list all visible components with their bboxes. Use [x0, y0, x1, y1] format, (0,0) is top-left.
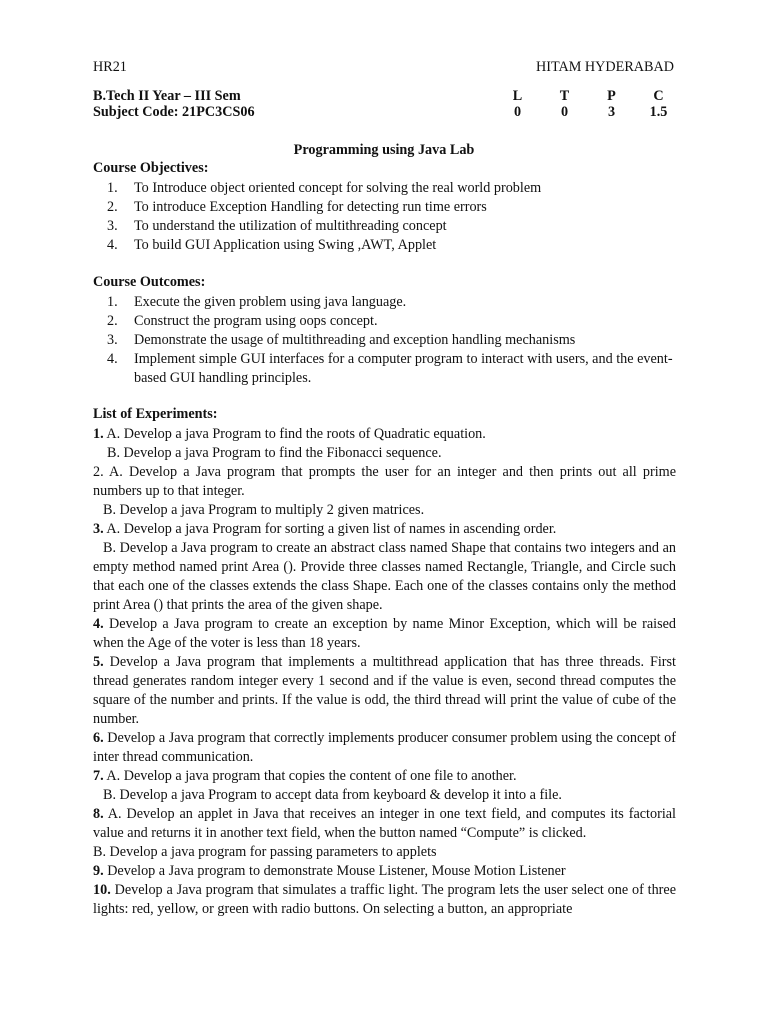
experiment-number: 10.: [93, 882, 111, 898]
experiment-number: 5.: [93, 654, 104, 670]
experiment-text: A. Develop an applet in Java that receives an integer in one text field, and computes its factorial value and returns it in another text field, when the button named “Compute” is clicked.: [93, 806, 676, 841]
experiment-1b: B. Develop a java Program to find the Fibonacci sequence.: [107, 445, 442, 461]
ltpc-value: 3: [607, 104, 616, 120]
page-header: [93, 59, 674, 76]
experiment-2a: 2. A. Develop a Java program that prompts the user for an integer and then prints out all prime numbers up to that integer.: [93, 464, 676, 499]
experiment-8a: [93, 805, 676, 843]
objectives-heading: Course Objectives:: [93, 160, 209, 176]
experiment-text: Develop a Java program that correctly implements producer consumer problem using the concept of inter thread communication.: [93, 730, 676, 765]
ltpc-label: P: [607, 88, 616, 104]
list-item: Execute the given problem using java language.: [134, 294, 407, 310]
course-title: Programming using Java Lab: [293, 142, 475, 158]
experiment-number: 6.: [93, 730, 104, 746]
experiment-6: [93, 729, 676, 767]
experiment-3a: [93, 520, 676, 539]
ltpc-label: L: [512, 88, 523, 104]
experiment-text: Develop a Java program to create an exception by name Minor Exception, which will be raised when the Age of the voter is less than 18 years.: [93, 616, 676, 651]
ltpc-labels: [494, 88, 682, 105]
list-item: To build GUI Application using Swing ,AWT, Applet: [134, 237, 437, 253]
regulation-code: HR21: [93, 59, 127, 75]
list-item: To introduce Exception Handling for detecting run time errors: [134, 199, 487, 215]
experiment-text: Develop a Java program to demonstrate Mouse Listener, Mouse Motion Listener: [103, 863, 566, 879]
experiment-10: [93, 881, 676, 919]
institution-name: HITAM HYDERABAD: [536, 59, 674, 75]
objectives-list: [93, 179, 694, 255]
ltpc-value: 0: [560, 104, 569, 120]
ltpc-label: T: [559, 88, 570, 104]
experiment-4: [93, 615, 676, 653]
experiments-heading: List of Experiments:: [93, 406, 218, 422]
list-item: Implement simple GUI interfaces for a computer program to interact with users, and the event-based GUI handling principles.: [134, 351, 673, 386]
experiment-number: 8.: [93, 806, 104, 822]
experiment-text: Develop a Java program that implements a multithread application that has three threads. First thread generates random integer every 1 second and if the value is even, second thread computes the square of the number and prints. If the value is odd, the third thread will print the value of cube of the number.: [93, 654, 676, 727]
experiment-8b: B. Develop a java program for passing parameters to applets: [93, 844, 437, 860]
experiment-number: 7.: [93, 768, 104, 784]
experiment-2b: B. Develop a java Program to multiply 2 given matrices.: [103, 502, 425, 518]
experiment-7b: B. Develop a java Program to accept data from keyboard & develop it into a file.: [103, 787, 562, 803]
list-item: Demonstrate the usage of multithreading and exception handling mechanisms: [134, 332, 576, 348]
experiment-number: 1.: [93, 426, 104, 442]
experiment-7a: [93, 767, 676, 786]
year-semester: B.Tech II Year – III Sem: [93, 88, 241, 104]
subject-code: Subject Code: 21PC3CS06: [93, 104, 255, 120]
experiment-1a: [93, 425, 676, 444]
experiment-text: A. Develop a java program that copies the content of one file to another.: [103, 768, 517, 784]
experiment-9: [93, 862, 676, 881]
ltpc-value: 0: [513, 104, 522, 120]
experiments-list: [93, 425, 676, 919]
ltpc-values: [494, 104, 682, 121]
experiment-text: A. Develop a java Program for sorting a given list of names in ascending order.: [103, 521, 557, 537]
ltpc-label: C: [653, 88, 664, 104]
experiment-number: 4.: [93, 616, 104, 632]
experiment-3b: B. Develop a Java program to create an abstract class named Shape that contains two integers and an empty method named print Area (). Provide three classes named Rectangle, Triangle, and Circle such that each one of the classes extends the class Shape. Each one of the classes contains only the method print Area () that prints the area of the given shape.: [93, 540, 676, 613]
outcomes-heading: Course Outcomes:: [93, 274, 206, 290]
list-item: To Introduce object oriented concept for solving the real world problem: [134, 180, 542, 196]
experiment-5: [93, 653, 676, 729]
experiment-text: Develop a Java program that simulates a traffic light. The program lets the user select one of three lights: red, yellow, or green with radio buttons. On selecting a button, an appropriate: [93, 882, 676, 917]
ltpc-value: 1.5: [649, 104, 668, 120]
experiment-number: 9.: [93, 863, 104, 879]
list-item: Construct the program using oops concept.: [134, 313, 378, 329]
list-item: To understand the utilization of multithreading concept: [134, 218, 447, 234]
outcomes-list: [93, 293, 694, 388]
experiment-text: A. Develop a java Program to find the roots of Quadratic equation.: [103, 426, 486, 442]
experiment-number: 3.: [93, 521, 104, 537]
